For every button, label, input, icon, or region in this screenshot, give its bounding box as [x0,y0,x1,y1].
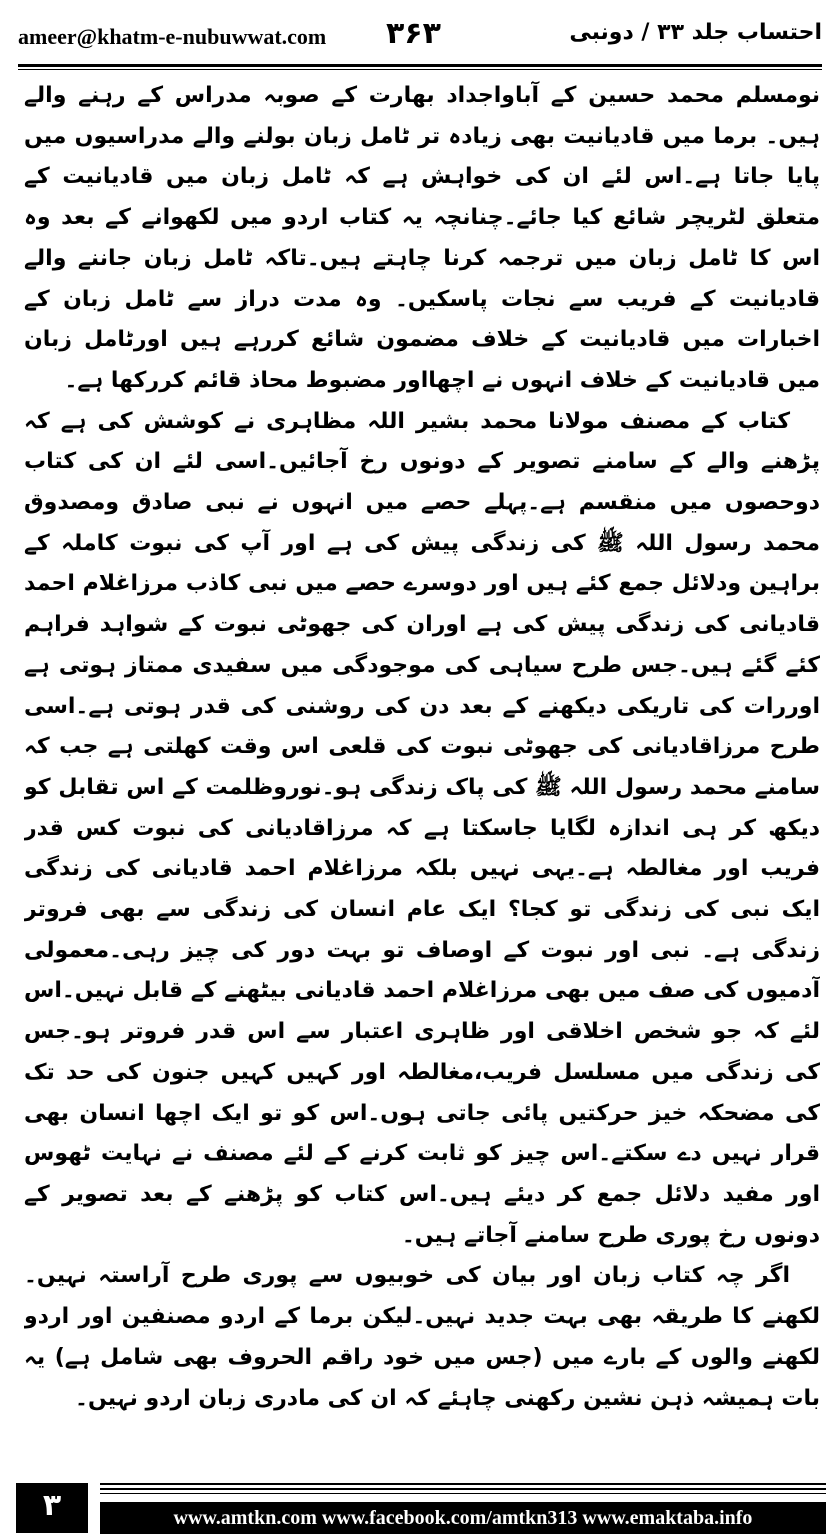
header-rule-thin [18,69,822,70]
footer-page-marker: ۳ [16,1483,88,1533]
running-title: احتساب جلد ۳۳ / دونبی [569,20,822,45]
page-number: ۳۶۳ [386,16,441,51]
footer-rule [100,1493,826,1494]
footer-rule [100,1488,826,1490]
footer-links: www.amtkn.com www.facebook.com/amtkn313 www.emaktaba.info [100,1502,826,1534]
body-text [24,76,820,1466]
footer-rule [100,1483,826,1485]
page-header [18,14,822,64]
header-rule [18,64,822,67]
header-email: ameer@khatm-e-nubuwwat.com [18,24,327,49]
paragraph-1: نومسلم محمد حسین کے آباواجداد بھارت کے صوبہ مدراس کے رہنے والے ہیں۔ برما میں قادیانیت بھی زیادہ تر ٹامل زبان بولنے والے مدراسیوں میں پایا جاتا ہے۔اس لئے ان کی خواہش ہے کہ ٹامل زبان میں قادیانیت کے متعلق لٹریچر شائع کیا جائے۔چنانچہ یہ کتاب اردو میں لکھوانے کے بعد وہ اس کا ٹامل زبان میں ترجمہ کرنا چاہتے ہیں۔تاکہ ٹامل زبان جاننے والے قادیانیت کے فریب سے نجات پاسکیں۔ وہ مدت دراز سے ٹامل زبان کے اخبارات میں قادیانیت کے خلاف مضمون شائع کررہے ہیں اورٹامل زبان میں قادیانیت کے خلاف انہوں نے اچھااور مضبوط محاذ قائم کررکھا ہے۔ [24,83,820,393]
paragraph-3: اگر چہ کتاب زبان اور بیان کی خوبیوں سے پوری طرح آراستہ نہیں۔لکھنے کا طریقہ بھی بہت جدید نہیں۔لیکن برما کے اردو مصنفین اور اردو لکھنے والوں کے بارے میں (جس میں خود راقم الحروف بھی شامل ہے) یہ بات ہمیشہ ذہن نشین رکھنی چاہئے کہ ان کی مادری زبان اردو نہیں۔ [24,1263,820,1411]
paragraph-2: کتاب کے مصنف مولانا محمد بشیر اللہ مظاہری نے کوشش کی ہے کہ پڑھنے والے کے سامنے تصویر کے دونوں رخ آجائیں۔اسی لئے ان کی کتاب دوحصوں میں منقسم ہے۔پہلے حصے میں انہوں نے نبی صادق ومصدوق محمد رسول اللہ ﷺ کی زندگی پیش کی ہے اور آپ کی نبوت کاملہ کے براہین ودلائل جمع کئے ہیں اور دوسرے حصے میں نبی کاذب مرزاغلام احمد قادیانی کی زندگی پیش کی ہے اوران کی جھوٹی نبوت کے شواہد فراہم کئے گئے ہیں۔جس طرح سیاہی کی موجودگی میں سفیدی ممتاز ہوتی ہے اوررات کی تاریکی دیکھنے کے بعد دن کی روشنی کی قدر ہوتی ہے۔اسی طرح مرزاقادیانی کی جھوٹی نبوت کی قلعی اس وقت کھلتی ہے جب کہ سامنے محمد رسول اللہ ﷺ کی پاک زندگی ہو۔نوروظلمت کے اس تقابل کو دیکھ کر ہی اندازہ لگایا جاسکتا ہے کہ مرزاقادیانی کی نبوت کس قدر فریب اور مغالطہ ہے۔یہی نہیں بلکہ مرزاغلام احمد قادیانی کی زندگی ایک نبی کی زندگی تو کجا؟ ایک عام انسان کی زندگی سے بھی فروتر زندگی ہے۔ نبی اور نبوت کے اوصاف تو بہت دور کی چیز رہی۔معمولی آدمیوں کی صف میں بھی مرزاغلام احمد قادیانی بیٹھنے کے قابل نہیں۔اس لئے کہ جو شخص اخلاقی اور ظاہری اعتبار سے اس قدر فروتر ہو۔جس کی زندگی میں مسلسل فریب،مغالطہ اور کہیں کہیں جنون کی حد تک کی مضحکہ خیز حرکتیں پائی جاتی ہوں۔اس کو تو ایک اچھا انسان بھی قرار نہیں دے سکتے۔اس چیز کو ثابت کرنے کے لئے مصنف نے نہایت ٹھوس اور مفید دلائل جمع کر دیئے ہیں۔اس کتاب کو پڑھنے کے بعد تصویر کے دونوں رخ پوری طرح سامنے آجاتے ہیں۔ [24,408,820,1248]
